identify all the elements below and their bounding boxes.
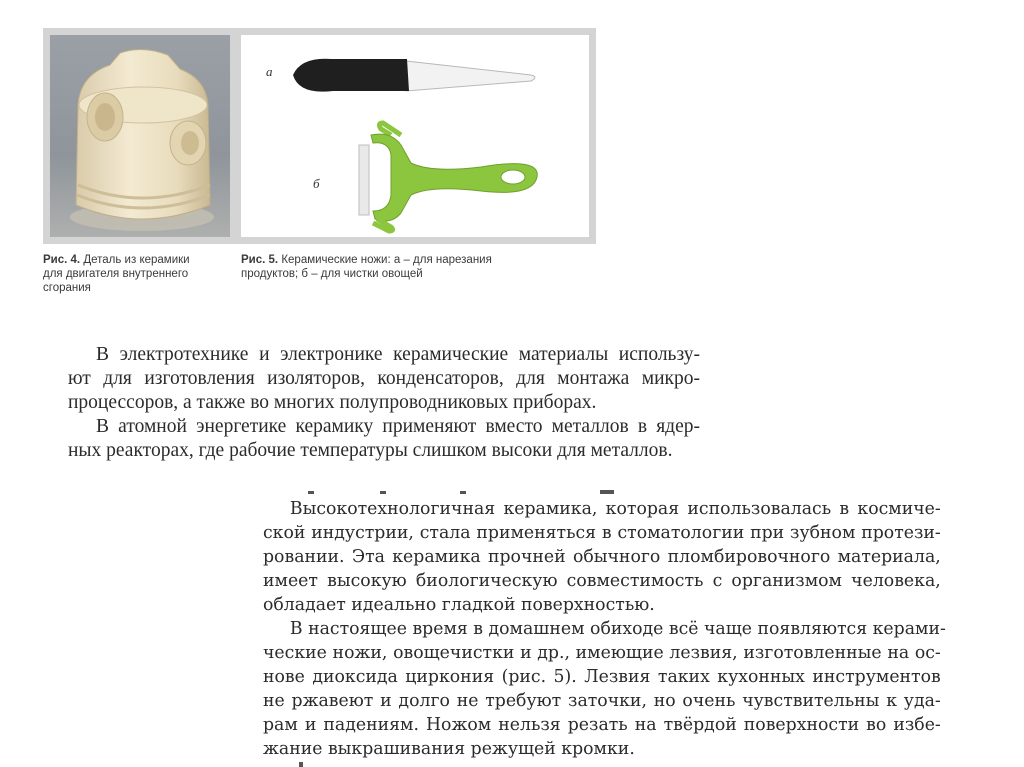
paragraph-line: не ржавеют и долго не требуют заточки, но очень чувствительны к уда- [263,690,941,711]
paragraph-line: ют для изготовления изоляторов, конденсаторов, для монтажа микро- [68,368,700,389]
paragraph-line: В электротехнике и электронике керамические материалы использу- [96,344,700,365]
text-block-electronics [68,343,700,463]
ceramic-knives-image [241,35,589,237]
paragraph-line: процессоров, а также во многих полупроводниковых приборах. [68,392,597,413]
paragraph-line: рам и падениям. Ножом нельзя резать на твёрдой поверхности во избе- [263,714,941,735]
paragraph-line: В настоящее время в домашнем обиходе всё чаще появляются керами- [289,618,946,639]
paragraph-line: ровании. Эта керамика прочней обычного пломбировочного материала, [263,546,941,567]
paragraph-line: нове диоксида циркония (рис. 5). Лезвия таких кухонных инструментов [263,666,941,687]
paragraph-line: ской индустрии, стала применяться в стоматологии при зубном протези- [263,522,941,543]
figure-5-caption [241,253,581,281]
figure-4-caption-line2: для двигателя внутреннего [43,268,189,280]
paragraph-line: жание выкрашивания режущей кромки. [263,738,635,759]
piston-illustration [50,35,230,237]
cropped-text-fragment [300,487,660,495]
figure-4-caption-line1: Деталь из керамики [83,254,190,266]
figure-4-caption [43,253,233,295]
ceramic-engine-part-image [50,35,230,237]
paragraph-line: ных реакторах, где рабочие температуры слишком высоки для металлов. [68,440,673,461]
figure-4-label: Рис. 4. [43,254,81,266]
figure-5-caption-line1: Керамические ножи: а – для нарезания [281,254,492,266]
paragraph-line: В атомной энергетике керамику применяют вместо металлов в ядер- [96,416,700,437]
text-block-dentistry-knives [263,497,946,761]
figure-4-caption-line3: сгорания [43,282,91,294]
paragraph-line: Высокотехнологичная керамика, которая использовалась в космиче- [289,498,941,519]
figure-letter-b: б [313,176,320,191]
paragraph-line: ческие ножи, овощечистки и др., имеющие лезвия, изготовленные на ос- [263,642,941,663]
figure-letter-a: а [266,64,273,79]
cropped-text-fragment-bottom [263,758,303,767]
paragraph-line: имеет высокую биологическую совместимость с организмом человека, [263,570,941,591]
figure-5-label: Рис. 5. [241,254,279,266]
knife-and-peeler-illustration [241,35,589,237]
figure-5-caption-line2: продуктов; б – для чистки овощей [241,268,423,280]
paragraph-line: обладает идеально гладкой поверхностью. [263,594,655,615]
